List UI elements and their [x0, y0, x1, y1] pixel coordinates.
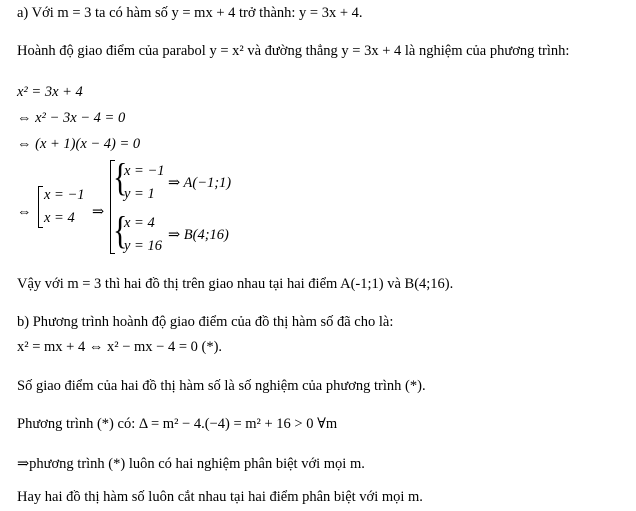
- system-implies-symbol: ⇒: [92, 204, 105, 220]
- sub1-x: x = −1: [124, 163, 165, 179]
- sub1-y: y = 1: [124, 186, 155, 202]
- point-a: ⇒ A(−1;1): [168, 175, 232, 191]
- part-b-two-roots: ⇒phương trình (*) luôn có hai nghiệm phân biệt với mọi m.: [17, 456, 365, 472]
- roots-bracket: [38, 186, 43, 228]
- part-b-discriminant: Phương trình (*) có: Δ = m² − 4.(−4) = m² + 16 > 0 ∀m: [17, 416, 338, 432]
- system-iff-symbol: ⇔: [17, 204, 32, 220]
- part-a-conclusion: Vậy với m = 3 thì hai đồ thị trên giao nhau tại hai điểm A(-1;1) và B(4;16).: [17, 276, 454, 292]
- part-b-count-statement: Số giao điểm của hai đồ thị hàm số là số nghiệm của phương trình (*).: [17, 378, 426, 394]
- brace-2: {: [113, 209, 128, 253]
- equation-2: ⇔ x² − 3x − 4 = 0: [17, 110, 126, 126]
- part-b-equation: x² = mx + 4 ⇔ x² − mx − 4 = 0 (*).: [17, 339, 223, 355]
- point-b: ⇒ B(4;16): [168, 227, 229, 243]
- root-x1: x = −1: [44, 187, 85, 203]
- part-b-final: Hay hai đồ thị hàm số luôn cắt nhau tại hai điểm phân biệt với mọi m.: [17, 489, 423, 505]
- equation-1: x² = 3x + 4: [17, 84, 83, 100]
- sub2-x: x = 4: [124, 215, 155, 231]
- equation-3: ⇔ (x + 1)(x − 4) = 0: [17, 136, 141, 152]
- root-x2: x = 4: [44, 210, 75, 226]
- part-a-intersection-statement: Hoành độ giao điểm của parabol y = x² và đường thẳng y = 3x + 4 là nghiệm của phương trình:: [17, 43, 570, 59]
- part-a-intro: a) Với m = 3 ta có hàm số y = mx + 4 trở thành: y = 3x + 4.: [17, 5, 363, 21]
- part-b-intro: b) Phương trình hoành độ giao điểm của đồ thị hàm số đã cho là:: [17, 314, 394, 330]
- brace-1: {: [113, 156, 128, 200]
- sub2-y: y = 16: [124, 238, 162, 254]
